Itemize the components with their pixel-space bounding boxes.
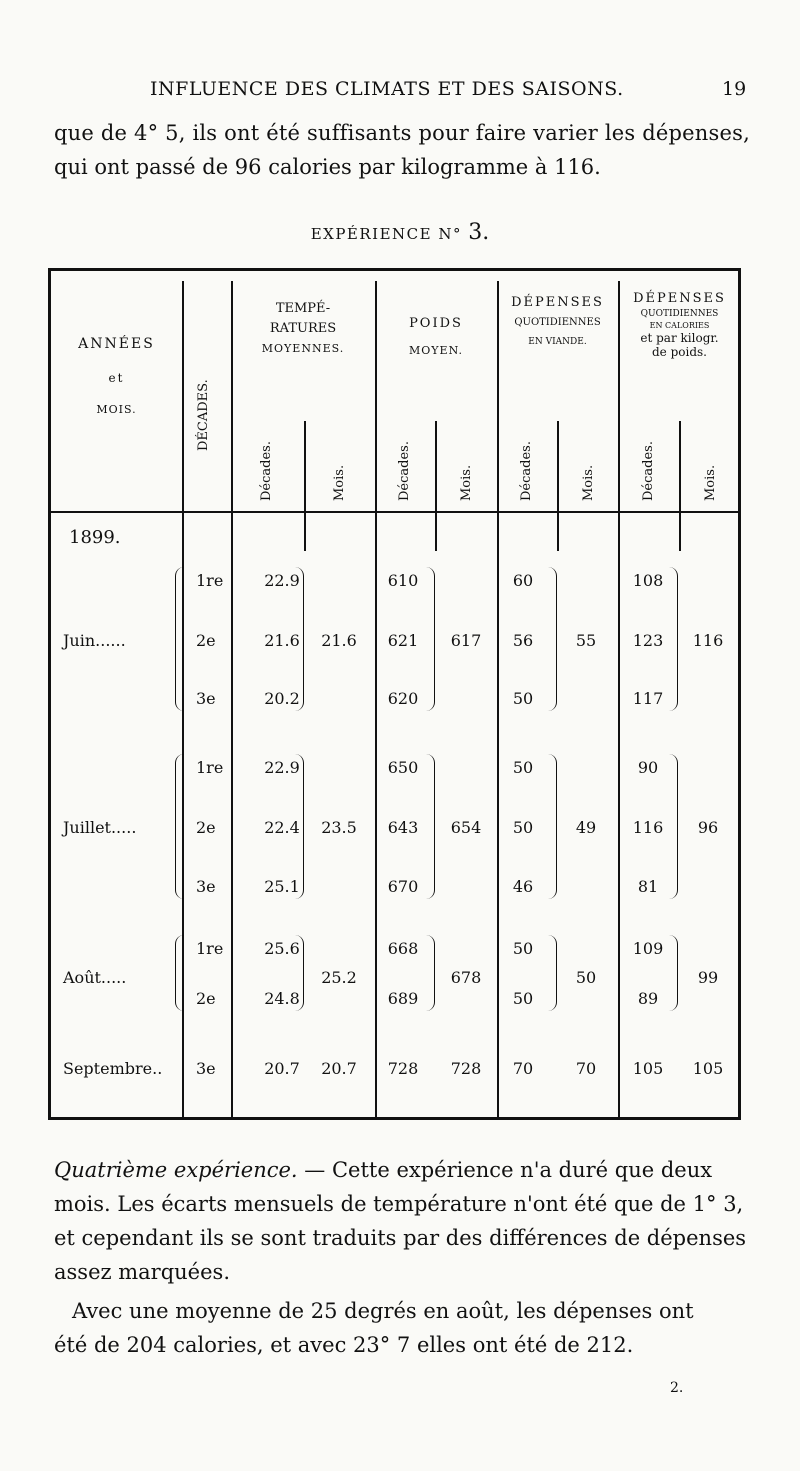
cell-weight-decade: 621 bbox=[387, 631, 419, 650]
cell-temp-month: 25.2 bbox=[321, 968, 357, 987]
cell-decade: 1re bbox=[196, 939, 224, 958]
cell-temp-decade: 22.4 bbox=[264, 818, 300, 837]
paragraph-1-line-4: assez marquées. bbox=[54, 1260, 230, 1284]
cell-meat-decade: 50 bbox=[512, 758, 534, 777]
col-divider bbox=[497, 281, 499, 1117]
cell-temp-decade: 20.2 bbox=[264, 689, 300, 708]
cell-weight-decade: 650 bbox=[387, 758, 419, 777]
cell-meat-decade: 50 bbox=[512, 939, 534, 958]
month-label: Septembre.. bbox=[63, 1059, 163, 1078]
intro-line-1: que de 4° 5, ils ont été suffisants pour faire varier les dépenses, bbox=[54, 121, 750, 145]
cell-cal-decade: 116 bbox=[632, 818, 664, 837]
sub-decades-cal: Décades. bbox=[641, 441, 656, 501]
experiment-label: EXPÉRIENCE N° bbox=[310, 225, 462, 243]
cell-meat-month: 70 bbox=[575, 1059, 597, 1078]
subcol-divider bbox=[557, 421, 559, 551]
header-years-months: ANNÉES et MOIS. bbox=[78, 336, 155, 417]
cell-weight-decade: 728 bbox=[387, 1059, 419, 1078]
cell-cal-decade: 89 bbox=[637, 989, 659, 1008]
cell-weight-month: 678 bbox=[450, 968, 482, 987]
experiment-heading bbox=[0, 220, 800, 245]
cell-decade: 3e bbox=[196, 1059, 216, 1078]
cell-cal-month: 96 bbox=[697, 818, 719, 837]
cell-weight-decade: 643 bbox=[387, 818, 419, 837]
cell-decade: 3e bbox=[196, 689, 216, 708]
running-title: INFLUENCE DES CLIMATS ET DES SAISONS. bbox=[150, 78, 624, 100]
brace-decades bbox=[175, 754, 184, 899]
cell-meat-decade: 70 bbox=[512, 1059, 534, 1078]
cell-temp-month: 21.6 bbox=[321, 631, 357, 650]
sub-month-meat: Mois. bbox=[581, 464, 596, 501]
cell-meat-month: 49 bbox=[575, 818, 597, 837]
running-head bbox=[0, 78, 800, 108]
cell-weight-month: 728 bbox=[450, 1059, 482, 1078]
paragraph-1-line-1: Quatrième expérience. — Cette expérience n'a duré que deux bbox=[54, 1158, 713, 1182]
signature-mark: 2. bbox=[670, 1380, 684, 1396]
header-calories: DÉPENSES QUOTIDIENNES EN CALORIES et par kilogr. de poids. bbox=[633, 291, 726, 360]
cell-temp-decade: 25.6 bbox=[264, 939, 300, 958]
col-divider bbox=[618, 281, 620, 1117]
cell-cal-decade: 123 bbox=[632, 631, 664, 650]
paragraph-2-line-1: Avec une moyenne de 25 degrés en août, les dépenses ont bbox=[72, 1299, 694, 1323]
month-label: Juin...... bbox=[63, 631, 126, 650]
brace-temp bbox=[295, 935, 304, 1011]
brace-weight bbox=[426, 754, 435, 899]
cell-cal-decade: 117 bbox=[632, 689, 664, 708]
cell-weight-decade: 620 bbox=[387, 689, 419, 708]
cell-temp-month: 23.5 bbox=[321, 818, 357, 837]
cell-weight-decade: 670 bbox=[387, 877, 419, 896]
cell-cal-decade: 90 bbox=[637, 758, 659, 777]
col-divider bbox=[231, 281, 233, 1117]
paragraph-1-line-2: mois. Les écarts mensuels de température n'ont été que de 1° 3, bbox=[54, 1192, 744, 1216]
cell-meat-month: 55 bbox=[575, 631, 597, 650]
header-temperatures: TEMPÉ- RATURES MOYENNES. bbox=[261, 301, 345, 356]
cell-weight-decade: 668 bbox=[387, 939, 419, 958]
cell-decade: 2e bbox=[196, 818, 216, 837]
cell-temp-month: 20.7 bbox=[321, 1059, 357, 1078]
cell-temp-decade: 20.7 bbox=[264, 1059, 300, 1078]
sub-decades-temp: Décades. bbox=[259, 441, 274, 501]
cell-temp-decade: 22.9 bbox=[264, 758, 300, 777]
month-label: Juillet..... bbox=[63, 818, 137, 837]
col-divider bbox=[375, 281, 377, 1117]
sub-month-cal: Mois. bbox=[703, 464, 718, 501]
intro-line-2: qui ont passé de 96 calories par kilogramme à 116. bbox=[54, 155, 601, 179]
brace-decades bbox=[175, 935, 184, 1011]
sub-decades-meat: Décades. bbox=[519, 441, 534, 501]
cell-meat-decade: 50 bbox=[512, 989, 534, 1008]
cell-decade: 3e bbox=[196, 877, 216, 896]
subcol-divider bbox=[435, 421, 437, 551]
cell-cal-month: 116 bbox=[692, 631, 724, 650]
cell-decade: 1re bbox=[196, 571, 224, 590]
paragraph-1-line-3: et cependant ils se sont traduits par des différences de dépenses bbox=[54, 1226, 747, 1250]
paragraph-2-line-2: été de 204 calories, et avec 23° 7 elles ont été de 212. bbox=[54, 1333, 634, 1357]
cell-cal-decade: 108 bbox=[632, 571, 664, 590]
experiment-number: 3. bbox=[468, 220, 490, 245]
data-table bbox=[48, 268, 741, 1120]
brace-weight bbox=[426, 935, 435, 1011]
sub-month-temp: Mois. bbox=[332, 464, 347, 501]
header-meat: DÉPENSES QUOTIDIENNES EN VIANDE. bbox=[511, 295, 604, 347]
cell-meat-month: 50 bbox=[575, 968, 597, 987]
cell-meat-decade: 46 bbox=[512, 877, 534, 896]
cell-temp-decade: 22.9 bbox=[264, 571, 300, 590]
subcol-divider bbox=[304, 421, 306, 551]
sub-month-weight: Mois. bbox=[459, 464, 474, 501]
cell-weight-decade: 610 bbox=[387, 571, 419, 590]
cell-meat-decade: 60 bbox=[512, 571, 534, 590]
sub-decades-weight: Décades. bbox=[397, 441, 412, 501]
cell-cal-decade: 109 bbox=[632, 939, 664, 958]
cell-weight-month: 654 bbox=[450, 818, 482, 837]
brace-weight bbox=[426, 567, 435, 711]
brace-temp bbox=[295, 754, 304, 899]
cell-meat-decade: 56 bbox=[512, 631, 534, 650]
header-decades: DÉCADES. bbox=[196, 379, 211, 451]
brace-meat bbox=[548, 754, 557, 899]
cell-decade: 2e bbox=[196, 631, 216, 650]
header-rule bbox=[51, 511, 738, 513]
cell-cal-decade: 81 bbox=[637, 877, 659, 896]
brace-cal bbox=[669, 567, 678, 711]
cell-temp-decade: 21.6 bbox=[264, 631, 300, 650]
brace-cal bbox=[669, 754, 678, 899]
cell-weight-month: 617 bbox=[450, 631, 482, 650]
brace-meat bbox=[548, 935, 557, 1011]
cell-meat-decade: 50 bbox=[512, 689, 534, 708]
brace-decades bbox=[175, 567, 184, 711]
cell-cal-month: 105 bbox=[692, 1059, 724, 1078]
cell-meat-decade: 50 bbox=[512, 818, 534, 837]
cell-cal-decade: 105 bbox=[632, 1059, 664, 1078]
cell-cal-month: 99 bbox=[697, 968, 719, 987]
cell-decade: 1re bbox=[196, 758, 224, 777]
brace-temp bbox=[295, 567, 304, 711]
cell-weight-decade: 689 bbox=[387, 989, 419, 1008]
cell-decade: 2e bbox=[196, 989, 216, 1008]
brace-cal bbox=[669, 935, 678, 1011]
cell-temp-decade: 24.8 bbox=[264, 989, 300, 1008]
subcol-divider bbox=[679, 421, 681, 551]
month-label: Août..... bbox=[63, 968, 127, 987]
brace-meat bbox=[548, 567, 557, 711]
paragraph-title: Quatrième expérience. bbox=[54, 1158, 298, 1182]
page-number: 19 bbox=[722, 78, 747, 100]
header-weight: POIDS MOYEN. bbox=[409, 316, 463, 357]
year-label: 1899. bbox=[69, 527, 121, 548]
cell-temp-decade: 25.1 bbox=[264, 877, 300, 896]
